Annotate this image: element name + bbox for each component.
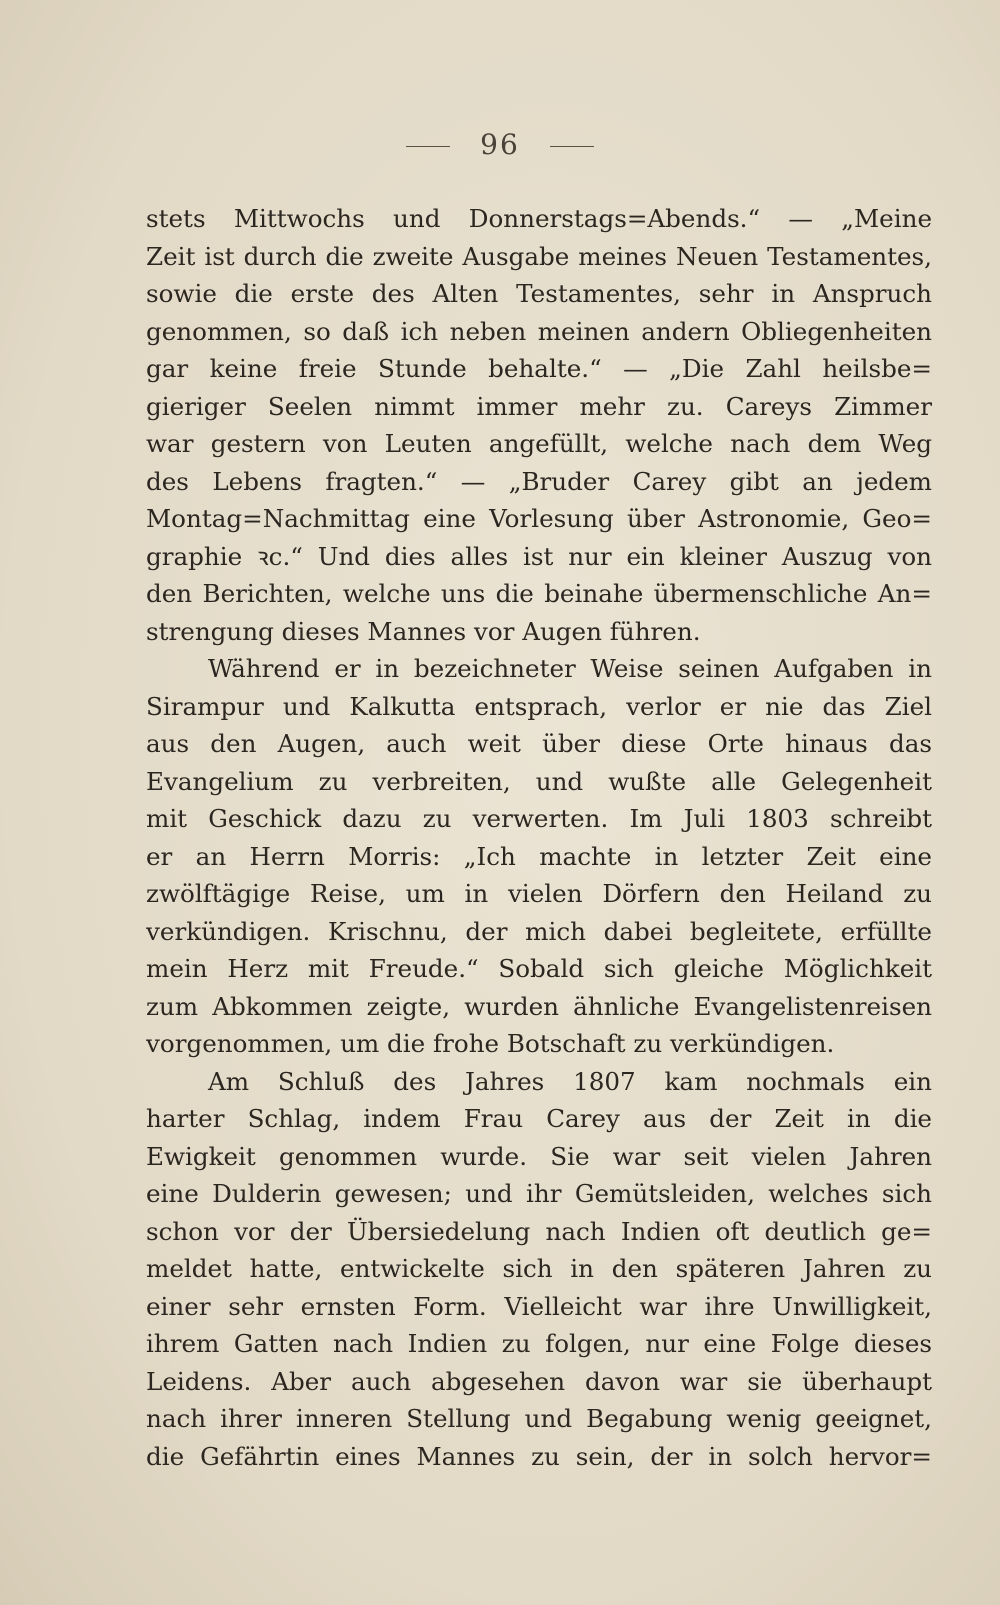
text-line: mein Herz mit Freude.“ Sobald sich gleiche Möglichkeit (146, 954, 932, 983)
text-line: Sirampur und Kalkutta entsprach, verlor er nie das Ziel (146, 691, 932, 721)
text-line: schon vor der Übersiedelung nach Indien oft deutlich ge= (146, 1216, 932, 1246)
text-line: Während er in bezeichneter Weise seinen Aufgaben in (208, 654, 932, 683)
text-line: vorgenommen, um die frohe Botschaft zu verkündigen. (146, 1029, 835, 1058)
text-line: den Berichten, welche uns die beinahe übermenschliche An= (146, 579, 932, 608)
text-line: verkündigen. Krischnu, der mich dabei begleitete, erfüllte (146, 916, 932, 946)
text-line: sowie die erste des Alten Testamentes, sehr in Anspruch (146, 279, 932, 308)
text-line: graphie ꝛc.“ Und dies alles ist nur ein kleiner Auszug von (146, 541, 932, 571)
body-text (146, 200, 932, 1475)
text-line: einer sehr ernsten Form. Vielleicht war ihre Unwilligkeit, (146, 1291, 932, 1321)
header-dash-right (550, 146, 594, 147)
page-header (0, 128, 1000, 161)
text-line: Ewigkeit genommen wurde. Sie war seit vielen Jahren (146, 1141, 932, 1171)
text-line: nach ihrer inneren Stellung und Begabung wenig geeignet, (146, 1404, 932, 1433)
text-line: Am Schluß des Jahres 1807 kam nochmals ein (208, 1066, 932, 1096)
header-dash-left (406, 146, 450, 147)
text-line: Montag=Nachmittag eine Vorlesung über Astronomie, Geo= (146, 504, 932, 533)
text-line: genommen, so daß ich neben meinen andern Obliegenheiten (146, 316, 932, 346)
text-line: strengung dieses Mannes vor Augen führen. (146, 616, 701, 646)
text-line: Evangelium zu verbreiten, und wußte alle Gelegenheit (146, 766, 932, 796)
text-line: er an Herrn Morris: „Ich machte in letzter Zeit eine (146, 841, 932, 871)
page-number: 96 (480, 128, 520, 161)
text-line: ihrem Gatten nach Indien zu folgen, nur eine Folge dieses (146, 1329, 932, 1358)
text-line: Zeit ist durch die zweite Ausgabe meines Neuen Testamentes, (146, 241, 932, 271)
text-line: des Lebens fragten.“ — „Bruder Carey gibt an jedem (146, 466, 932, 496)
text-line: die Gefährtin eines Mannes zu sein, der in solch hervor= (146, 1441, 932, 1471)
text-line: harter Schlag, indem Frau Carey aus der Zeit in die (146, 1104, 932, 1133)
text-line: eine Dulderin gewesen; und ihr Gemütsleiden, welches sich (146, 1179, 932, 1208)
text-line: gar keine freie Stunde behalte.“ — „Die Zahl heilsbe= (146, 354, 932, 383)
text-line: war gestern von Leuten angefüllt, welche nach dem Weg (146, 429, 932, 458)
text-line: mit Geschick dazu zu verwerten. Im Juli 1803 schreibt (146, 804, 932, 833)
text-line: meldet hatte, entwickelte sich in den späteren Jahren zu (146, 1254, 932, 1283)
text-line: zum Abkommen zeigte, wurden ähnliche Evangelistenreisen (146, 991, 932, 1021)
text-line: zwölftägige Reise, um in vielen Dörfern den Heiland zu (146, 879, 932, 908)
text-line: stets Mittwochs und Donnerstags=Abends.“ — „Meine (146, 204, 932, 233)
text-line: gieriger Seelen nimmt immer mehr zu. Careys Zimmer (146, 391, 932, 421)
text-line: aus den Augen, auch weit über diese Orte hinaus das (146, 729, 932, 758)
text-line: Leidens. Aber auch abgesehen davon war sie überhaupt (146, 1366, 932, 1396)
